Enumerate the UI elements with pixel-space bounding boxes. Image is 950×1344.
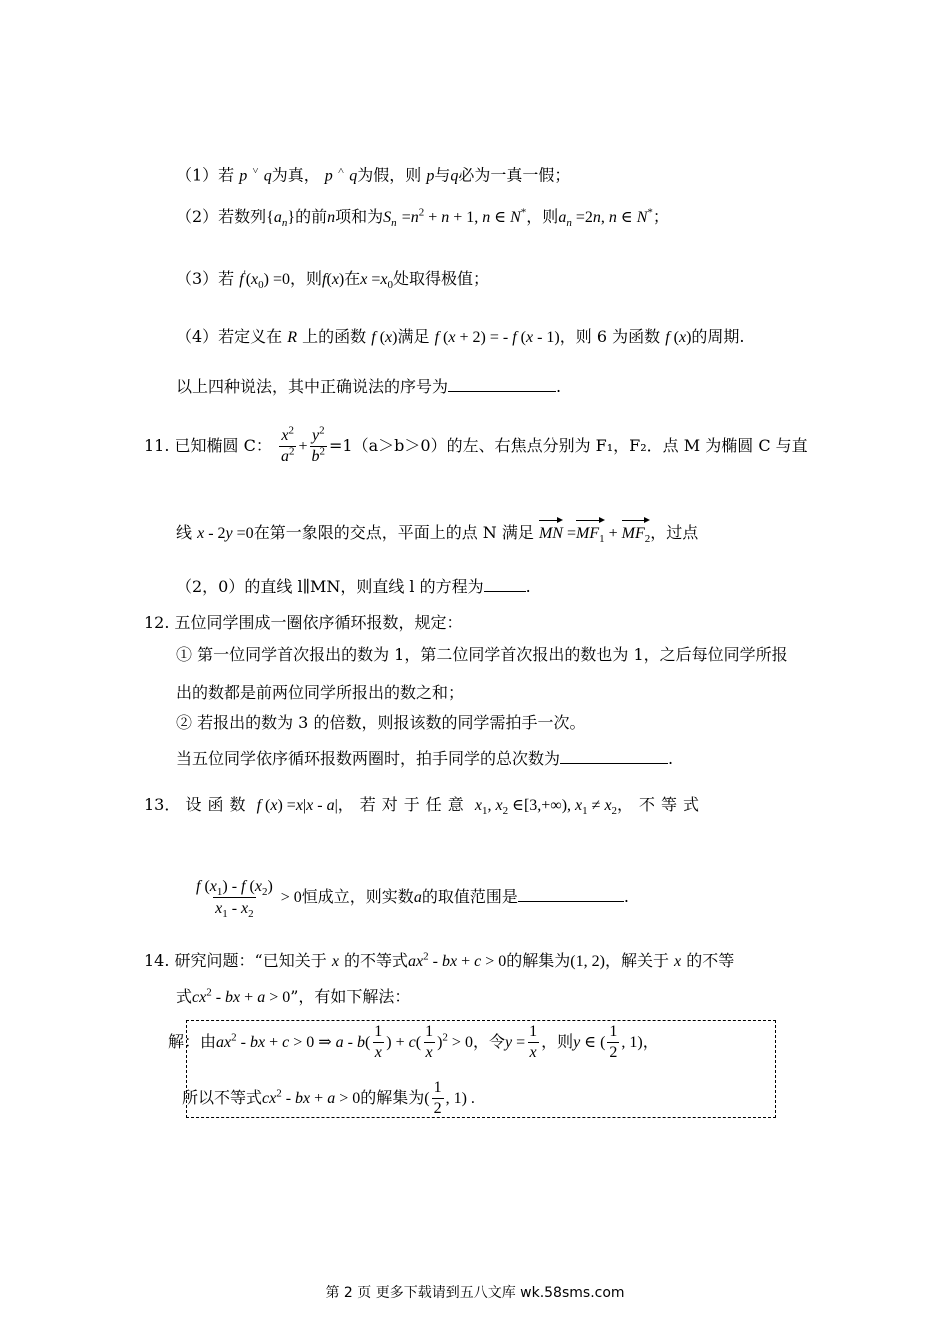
statement-3: （3）若 $f'(x_0) =0$，则f(x)在$x =x_0$处取得极值； <box>176 268 490 292</box>
question-13-line-2: $\frac{f (x_1) - f (x_2)}{x_1 - x_2}$ > 0恒成立，则实数a的取值范围是 . <box>196 878 629 921</box>
question-11-line-2: 线 x - 2y =0在第一象限的交点，平面上的点 N 满足 MN $=MF_1 + MF_2$，过点 <box>176 523 699 546</box>
solution-line-2: 所以不等式$cx^2$ - bx + a > 0的解集为( $\frac{1}{2}$ , 1) . <box>182 1079 475 1117</box>
solution-line-1: 解：由$ax^2$ - bx + c > 0 ⇒ a - b( $\frac{1}{x}$ ) + c( $\frac{1}{x}$ )$^2$ > 0，令y = $\frac{1}{x}$ ，则y ∈ ( $\frac{1}{2}$ , 1)， <box>168 1023 659 1061</box>
question-12-ask: 当五位同学依序循环报数两圈时，拍手同学的总次数为 . <box>176 749 674 768</box>
question-11-line-3: （2，0）的直线 l∥MN，则直线 l 的方程为 . <box>176 577 531 596</box>
page-footer: 第 2 页 更多下载请到五八文库 wk.58sms.com <box>325 1285 625 1301</box>
question-13-line-1: 13． 设函数 f (x) =x|x - a|，若对于任意 $x_1$, $x_2$ ∈[3,+∞), $x_1 \ne x_2$，不等式 <box>144 795 706 818</box>
question-12-rule-1-cont: 出的数都是前两位同学所报出的数之和； <box>176 683 465 702</box>
question-14-line-1: 14. 研究问题：“已知关于 x 的不等式$ax^2$ - bx + c > 0的解集为(1, 2)，解关于 x 的不等 <box>144 950 735 970</box>
question-14-line-2: 式$cx^2$ - bx + a > 0”，有如下解法： <box>176 986 411 1006</box>
statement-4: （4）若定义在 R 上的函数 f (x)满足 f (x + 2) = - f (x - 1)，则 6 为函数 f (x)的周期. <box>176 327 745 346</box>
statement-2: （2）若数列$\{a_n\}$的前n项和为$S_n =n^2 + n + 1$, n ∈ N*，则$a_n =2n$, n ∈ N*； <box>176 206 669 230</box>
answer-blank <box>448 377 556 392</box>
question-11-line-1: 11. 已知椭圆 C： $\frac{x^2}{a^2}$ + $\frac{y^2}{b^2}$ =1（a＞b＞0）的左、右焦点分别为 F₁，F₂．点 M 为椭圆 C 与直 <box>144 424 808 465</box>
question-12-rule-1: ① 第一位同学首次报出的数为 1，第二位同学首次报出的数也为 1，之后每位同学所报 <box>176 645 788 664</box>
statement-1: （1）若 p ˅ q为真， p ˄ q为假，则 p与q必为一真一假； <box>176 165 571 185</box>
question-12-rule-2: ② 若报出的数为 3 的倍数，则报该数的同学需拍手一次。 <box>176 713 586 732</box>
answer-blank <box>518 887 624 902</box>
answer-blank <box>560 749 668 764</box>
question-12-title: 12. 五位同学围成一圈依序循环报数，规定： <box>144 613 463 632</box>
answer-blank <box>484 577 526 592</box>
summary-line: 以上四种说法，其中正确说法的序号为 . <box>176 377 562 396</box>
